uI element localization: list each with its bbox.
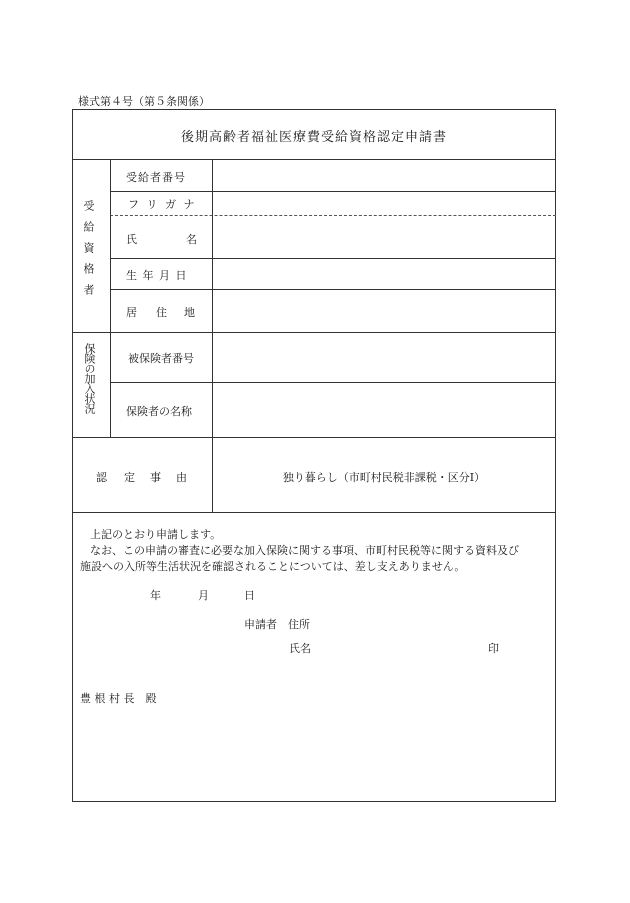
insurer-name-label: 保険者の名称 bbox=[126, 405, 192, 418]
recipient-number-label: 受給者番号 bbox=[126, 171, 186, 184]
name-label-left: 氏 bbox=[126, 233, 137, 246]
declaration-line-1: 上記のとおり申請します。 bbox=[90, 528, 222, 541]
address-label-1: 居 bbox=[126, 306, 137, 319]
reason-label-4: 由 bbox=[176, 471, 187, 484]
name-label-right: 名 bbox=[186, 233, 197, 246]
name-field[interactable] bbox=[213, 216, 555, 258]
insured-number-label: 被保険者番号 bbox=[128, 352, 194, 365]
applicant-name-label: 氏名 bbox=[289, 642, 311, 655]
addressee: 豊 根 村 長 殿 bbox=[80, 692, 157, 705]
insurance-group-label: 保険の加入状況 bbox=[83, 343, 96, 413]
date-day: 日 bbox=[244, 589, 255, 602]
divider bbox=[110, 159, 111, 437]
reason-value: 独り暮らし（市町村民税非課税・区分Ⅰ） bbox=[282, 471, 486, 484]
address-label-2: 住 bbox=[156, 306, 167, 319]
reason-label-1: 認 bbox=[96, 471, 107, 484]
address-field[interactable] bbox=[213, 290, 555, 332]
form-number-label: 様式第４号（第５条関係） bbox=[78, 95, 210, 108]
furigana-field[interactable] bbox=[213, 192, 555, 215]
address-label-3: 地 bbox=[184, 306, 195, 319]
reason-label-3: 事 bbox=[150, 471, 161, 484]
applicant-label: 申請者 bbox=[244, 618, 277, 631]
date-year: 年 bbox=[150, 589, 161, 602]
recipient-number-field[interactable] bbox=[213, 160, 555, 191]
divider bbox=[72, 437, 556, 438]
birthdate-field[interactable] bbox=[213, 259, 555, 289]
declaration-line-3: 施設への入所等生活状況を確認されることについては、差し支えありません。 bbox=[80, 560, 466, 573]
furigana-label: フ リ ガ ナ bbox=[128, 198, 197, 211]
applicant-address-label: 住所 bbox=[288, 618, 310, 631]
seal-mark: 印 bbox=[488, 642, 499, 655]
divider bbox=[72, 512, 556, 513]
birthdate-label: 生 年 月 日 bbox=[126, 269, 188, 282]
recipient-group-label: 受給資格者 bbox=[82, 200, 95, 305]
insured-number-field[interactable] bbox=[213, 333, 555, 382]
reason-label-2: 定 bbox=[124, 471, 135, 484]
page-title: 後期高齢者福祉医療費受給資格認定申請書 bbox=[180, 130, 447, 145]
insurer-name-field[interactable] bbox=[213, 383, 555, 437]
date-month: 月 bbox=[198, 589, 209, 602]
declaration-line-2: なお、この申請の審査に必要な加入保険に関する事項、市町村民税等に関する資料及び bbox=[90, 544, 519, 557]
